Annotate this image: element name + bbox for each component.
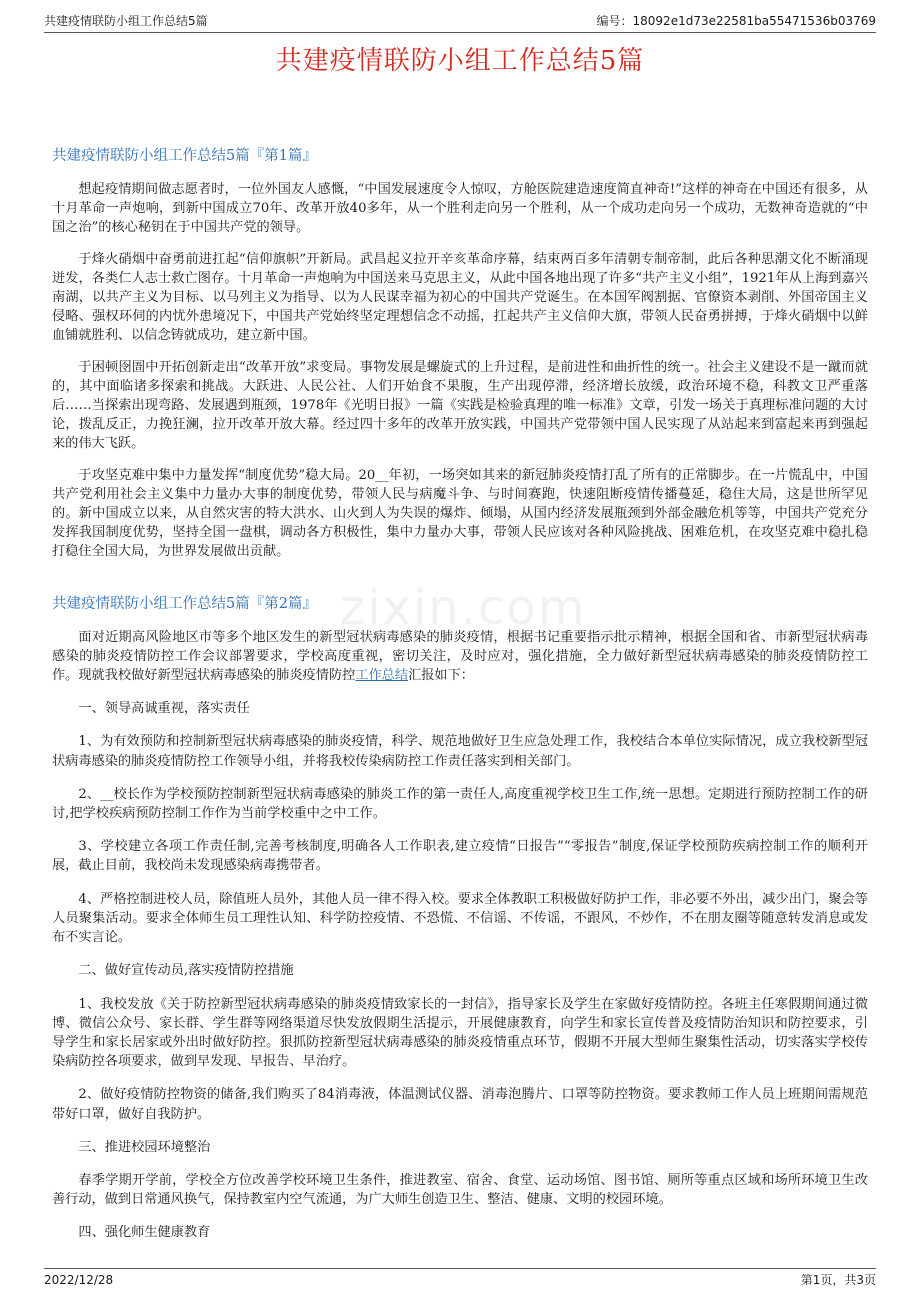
header-id-value: 18092e1d73e22581ba55471536b03769 [632,14,876,28]
paragraph: 于烽火硝烟中奋勇前进扛起“信仰旗帜”开新局。武昌起义拉开辛亥革命序幕，结束两百多年清朝专制帝制，此后各种思潮文化不断涌现迸发，各类仁人志士救亡图存。十月革命一声炮响为中国送来马克思主义，从此中国各地出现了许多“共产主义小组”，1921年从上海到嘉兴南湖，以共产主义为目标、以马列主义为指导、以为人民谋幸福为初心的中国共产党诞生。在本国军阀割据、官僚资本剥削、外国帝国主义侵略、强权环伺的内忧外患境况下，中国共产党始终坚定理想信念不动摇，扛起共产主义信仰大旗，带领人民奋勇拼搏，于烽火硝烟中以鲜血铺就胜利、以信念铸就成功，建立新中国。 [52,251,868,344]
paragraph: 2、做好疫情防控物资的储备,我们购买了84消毒液，体温测试仪器、消毒泡腾片、口罩等防控物资。要求教师工作人员上班期间需规范带好口罩，做好自我防护。 [52,1087,868,1122]
header-doc-id [597,12,877,30]
paragraph: 1、为有效预防和控制新型冠状病毒感染的肺炎疫情，科学、规范地做好卫生应急处理工作，我校结合本单位实际情况，成立我校新型冠状病毒感染的肺炎疫情防控工作领导小组，并将我校传染病防控工作责任落实到相关部门。 [52,734,868,769]
paragraph: 1、我校发放《关于防控新型冠状病毒感染的肺炎疫情致家长的一封信》，指导家长及学生在家做好疫情防控。各班主任寒假期间通过微博、微信公众号、家长群、学生群等网络渠道尽快发放假期生活提示，开展健康教育，向学生和家长宣传普及疫情防治知识和防控要求，引导学生和家长居家或外出时做好防控。狠抓防控新型冠状病毒感染的肺炎疫情重点环节，假期不开展大型师生聚集性活动，切实落实学校传染病防控各项要求，做到早发现、早报告、早治疗。 [52,996,868,1070]
page-header [44,12,876,33]
subheading-3: 三、推进校园环境整治 [78,1139,211,1155]
paragraph-intro [52,628,868,686]
paragraph: 春季学期开学前，学校全方位改善学校环境卫生条件，推进教室、宿舍、食堂、运动场馆、图书馆、厕所等重点区域和场所环境卫生改善行动，做到日常通风换气，保持教室内空气流通，为广大师生创造卫生、整洁、健康、文明的校园环境。 [52,1172,868,1208]
footer-page-info: 第1页，共3页 [800,1273,876,1287]
document-body [52,146,868,1257]
intro-text-end: 汇报如下： [408,668,474,684]
paragraph: 想起疫情期间做志愿者时，一位外国友人感慨，“中国发展速度令人惊叹，方舱医院建造速度简直神奇!”这样的神奇在中国还有很多，从十月革命一声炮响，到新中国成立70年、改革开放40多年，从一个胜利走向另一个胜利，从一个成功走向另一个成功，无数神奇造就的“中国之治”的核心秘钥在于中国共产党的领导。 [52,182,868,236]
subheading-1: 一、领导高诚重视，落实责任 [78,701,250,717]
section-heading-2: 共建疫情联防小组工作总结5篇『第2篇』 [52,595,317,612]
subheading-2: 二、做好宣传动员,落实疫情防控措施 [78,963,294,979]
intro-text: 面对近期高风险地区市等多个地区发生的新型冠状病毒感染的肺炎疫情，根据书记重要指示批示精神，根据全国和省、市新型冠状病毒感染的肺炎疫情防控工作会议部署要求，学校高度重视，密切关注，及时应对，强化措施，全力做好新型冠状病毒感染的肺炎疫情防控工作。现就我校做好新型冠状病毒感染的肺炎疫情防控 [52,629,868,684]
header-id-label: 编号： [596,14,633,28]
paragraph: 4、严格控制进校人员，除值班人员外，其他人员一律不得入校。要求全体教职工积极做好防护工作，非必要不外出，减少出门，聚会等人员聚集活动。要求全体师生员工理性认知、科学防控疫情、不恐慌、不信谣、不传谣，不跟风，不炒作，不在朋友圈等随意转发消息或发布不实言论。 [52,891,868,946]
section-heading-1: 共建疫情联防小组工作总结5篇『第1篇』 [52,148,317,164]
subheading-4: 四、强化师生健康教育 [78,1225,211,1241]
watermark: zixin.com [340,580,587,636]
paragraph: 于攻坚克难中集中力量发挥“制度优势”稳大局。20__年初，一场突如其来的新冠肺炎疫情打乱了所有的正常脚步。在一片慌乱中，中国共产党利用社会主义集中力量办大事的制度优势，带领人民与病魔斗争、与时间赛跑，快速阻断疫情传播蔓延，稳住大局，这是世所罕见的。新中国成立以来，从自然灾害的特大洪水、山火到人为失误的爆炸、倾塌，从国内经济发展瓶颈到外部金融危机等等，中国共产党充分发挥我国制度优势，坚持全国一盘棋，调动各方积极性，集中力量办大事，带领人民应该对各种风险挑战、困难危机，在攻坚克难中稳扎稳打稳住全国大局，为世界发展做出贡献。 [52,467,868,560]
work-summary-link[interactable]: 工作总结 [355,668,409,684]
paragraph: 3、学校建立各项工作责任制,完善考核制度,明确各人工作职表,建立疫情“日报告”“零报告”制度,保证学校预防疾病控制工作的顺利开展，截止目前，我校尚未发现感染病毒携带者。 [52,839,868,874]
header-doc-name: 共建疫情联防小组工作总结5篇 [44,14,208,28]
document-title: 共建疫情联防小组工作总结5篇 [275,46,645,76]
paragraph: 于困顿囹圄中开拓创新走出“改革开放”求变局。事物发展是螺旋式的上升过程，是前进性和曲折性的统一。社会主义建设不是一蹴而就的，其中面临诸多探索和挑战。大跃进、人民公社、人们开始食不果腹，生产出现停滞，经济增长放缓，政治环境不稳，科教文卫严重落后……当探索出现弯路、发展遇到瓶颈，1978年《光明日报》一篇《实践是检验真理的唯一标准》文章，引发一场关于真理标准问题的大讨论，拨乱反正，力挽狂澜，拉开改革开放大幕。经过四十多年的改革开放实践，中国共产党带领中国人民实现了从站起来到富起来再到强起来的伟大飞跃。 [52,359,868,452]
section-gap [52,574,868,594]
footer-date: 2022/12/28 [44,1273,114,1287]
paragraph: 2、__校长作为学校预防控制新型冠状病毒感染的肺炎工作的第一责任人,高度重视学校卫生工作,统一思想。定期进行预防控制工作的研讨,把学校疾病预防控制工作作为当前学校重中之中工作。 [52,786,868,822]
page-footer [44,1268,876,1289]
